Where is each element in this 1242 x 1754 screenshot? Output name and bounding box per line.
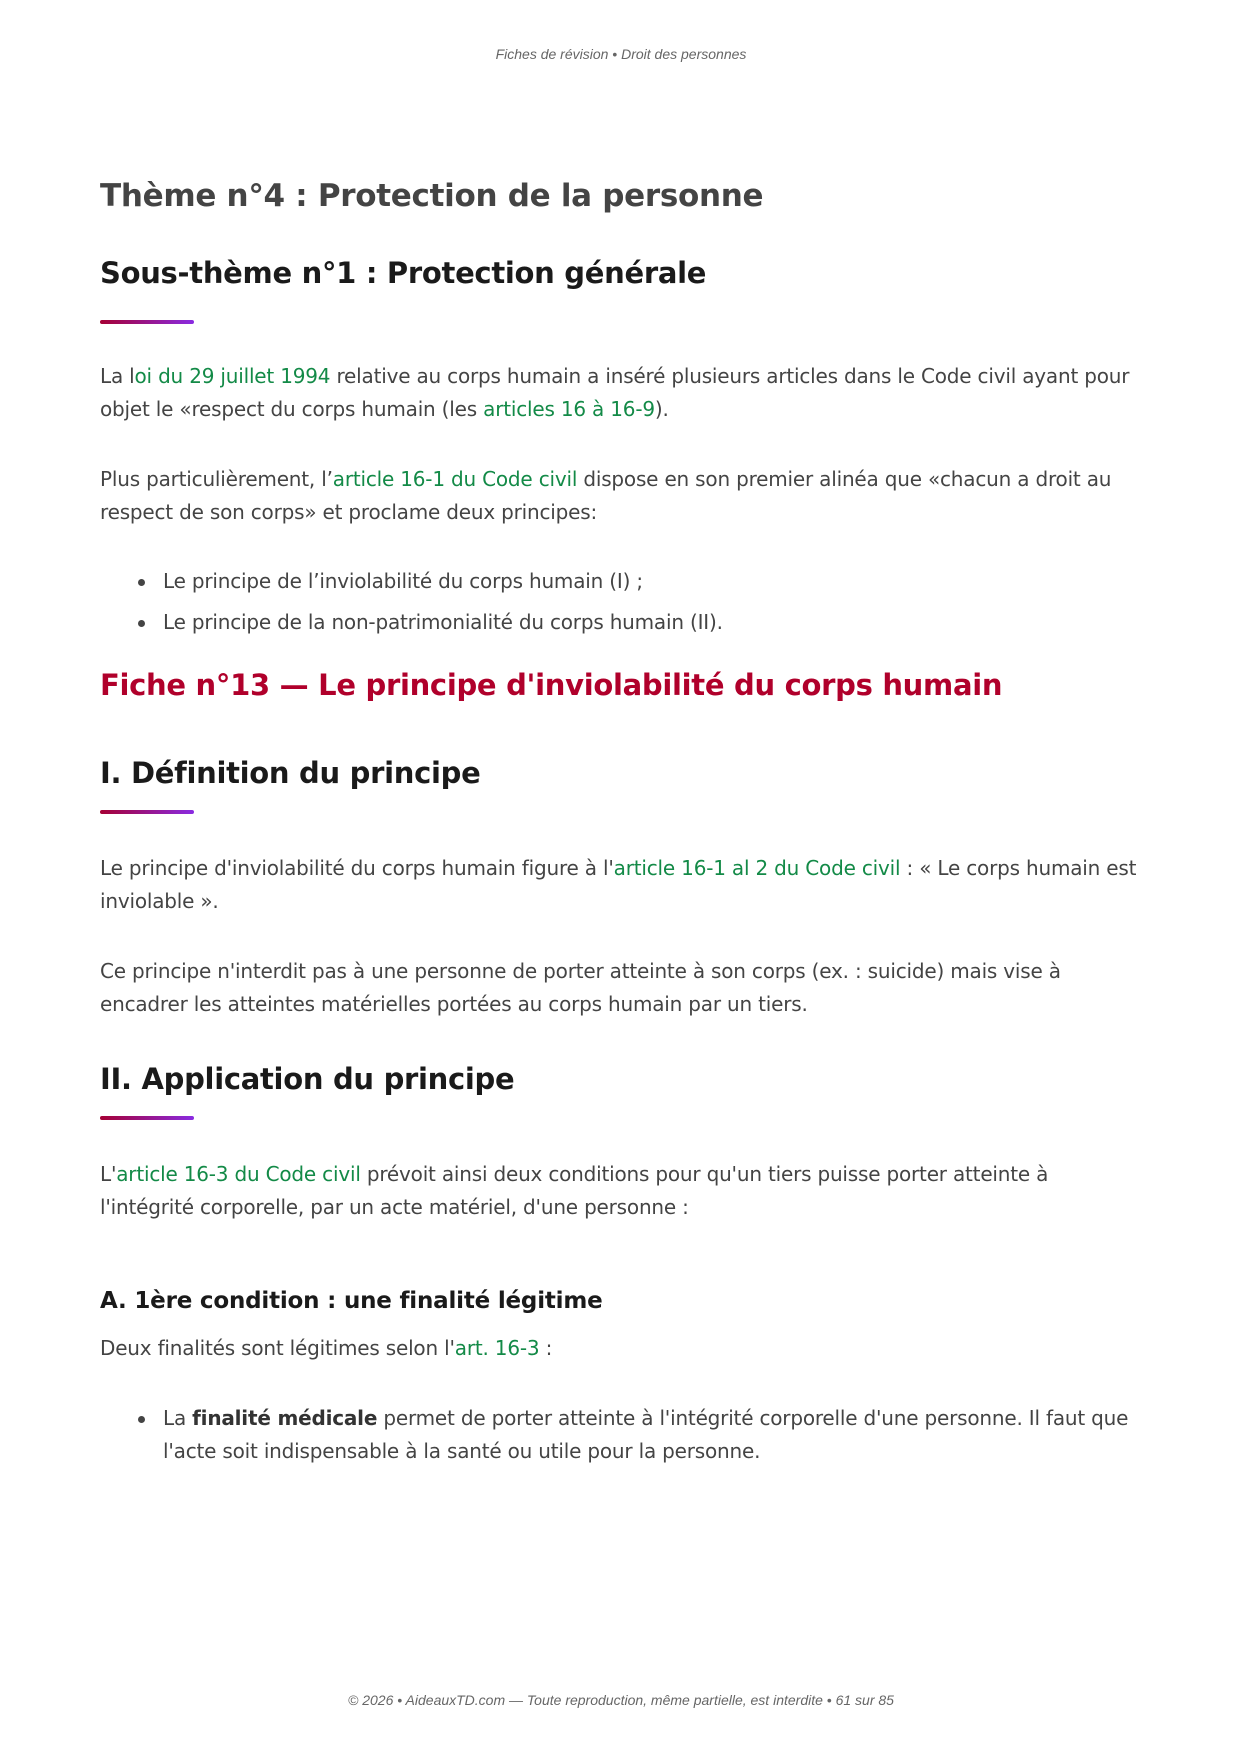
intro-paragraph-2: Plus particulièrement, l’article 16-1 du Code civil dispose en son premier alinéa que «chacun a droit au respect de son corps» et proclame deux principes: — [100, 467, 1112, 524]
running-header: Fiches de révision • Droit des personnes — [495, 46, 747, 62]
list-item: Le principe de l’inviolabilité du corps humain (I) ; — [163, 565, 1140, 598]
article-16-1-al2-link[interactable]: article 16-1 al 2 du Code civil — [613, 856, 901, 880]
list-item: Le principe de la non-patrimonialité du corps humain (II). — [163, 606, 1140, 639]
intro-paragraph-1: La loi du 29 juillet 1994 relative au corps humain a inséré plusieurs articles dans le Code civil ayant pour objet le «respect du corps humain (les articles 16 à 16-9). — [100, 364, 1130, 421]
fiche-title: Fiche n°13 — Le principe d'inviolabilité du corps humain — [100, 668, 1003, 702]
list-item: La finalité médicale permet de porter atteinte à l'intégrité corporelle d'une personne. Il faut que l'acte soit indispensable à la santé ou utile pour la personne. — [163, 1402, 1140, 1468]
article-16-3-link[interactable]: article 16-3 du Code civil — [116, 1162, 361, 1186]
article-16-1-link[interactable]: article 16-1 du Code civil — [332, 467, 578, 491]
finalites-list — [100, 1402, 1140, 1476]
subsection-a-title: A. 1ère condition : une finalité légitime — [100, 1288, 603, 1314]
subtheme-title: Sous-thème n°1 : Protection générale — [100, 256, 707, 290]
section-1-title: I. Définition du principe — [100, 756, 481, 790]
subtheme-underline — [100, 320, 194, 324]
section-1-underline — [100, 810, 194, 814]
art-16-3-link[interactable]: art. 16-3 — [454, 1336, 540, 1360]
subsection-a-paragraph: Deux finalités sont légitimes selon l'art. 16-3 : — [100, 1336, 553, 1360]
principles-list — [100, 565, 1140, 647]
page-footer: © 2026 • AideauxTD.com — Toute reproduction, même partielle, est interdite • 61 sur 85 — [348, 1692, 894, 1708]
section-1-paragraph-1: Le principe d'inviolabilité du corps humain figure à l'article 16-1 al 2 du Code civil : « Le corps humain est inviolable ». — [100, 856, 1137, 913]
section-2-title: II. Application du principe — [100, 1062, 515, 1096]
theme-title: Thème n°4 : Protection de la personne — [100, 178, 764, 214]
finalite-medicale-term: finalité médicale — [192, 1406, 378, 1430]
articles-16-link[interactable]: articles 16 à 16-9 — [483, 397, 655, 421]
section-2-paragraph-1: L'article 16-3 du Code civil prévoit ainsi deux conditions pour qu'un tiers puisse porter atteinte à l'intégrité corporelle, par un acte matériel, d'une personne : — [100, 1162, 1049, 1219]
law-1994-link[interactable]: oi du 29 juillet 1994 — [134, 364, 331, 388]
section-1-paragraph-2: Ce principe n'interdit pas à une personne de porter atteinte à son corps (ex. : suicide) mais vise à encadrer les atteintes matérielles portées au corps humain par un tiers. — [100, 959, 1061, 1016]
section-2-underline — [100, 1116, 194, 1120]
